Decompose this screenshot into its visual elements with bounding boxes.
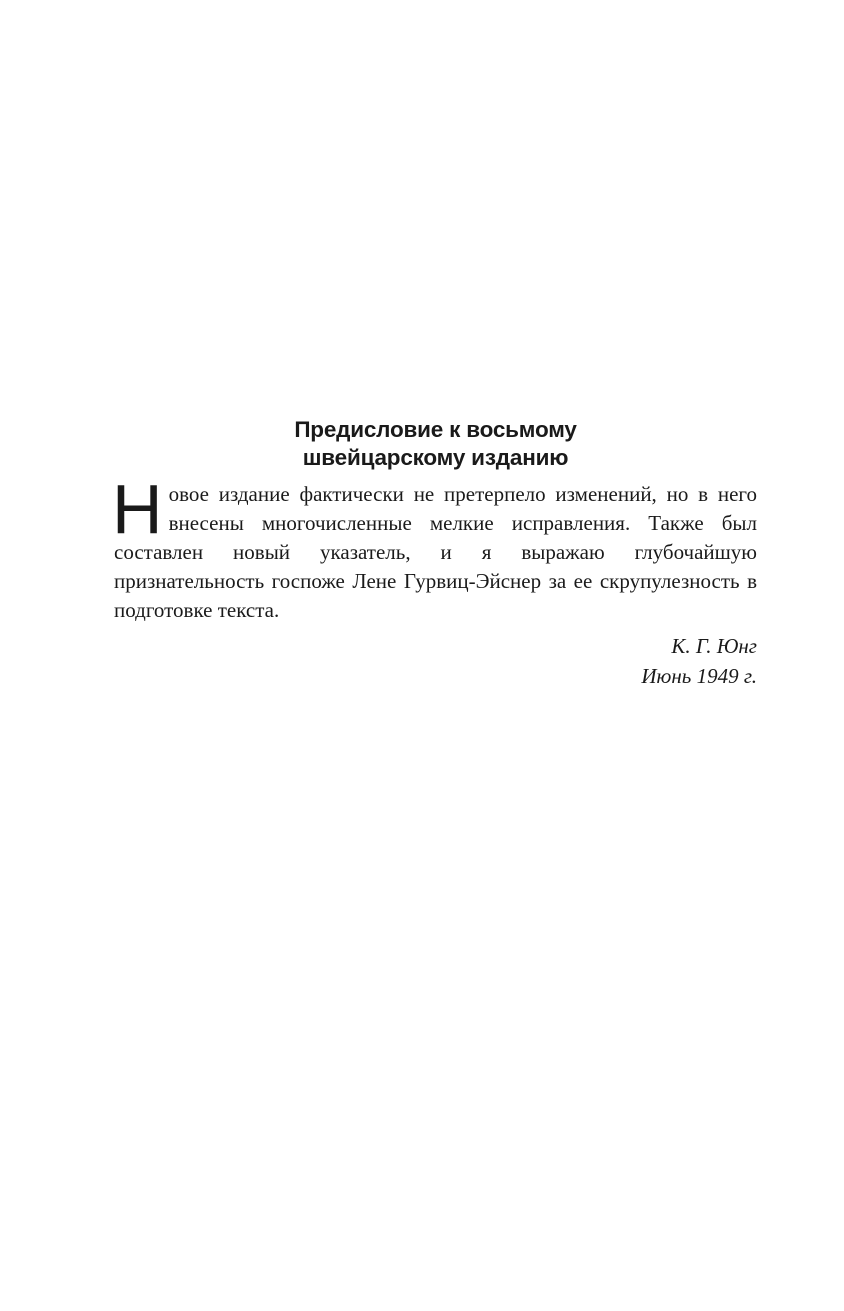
signature-date: Июнь 1949 г. (641, 664, 757, 688)
drop-cap: Н (112, 470, 163, 548)
preface-body-text: овое издание фактически не претерпело изменений, но в него внесены многочисленные мелкие исправления. Также был составлен новый указатель, и я выражаю глубочайшую признательность госпоже Лене Гурвиц-Эйснер за ее скрупулезность в подготовке текста. (114, 482, 757, 622)
preface-section (114, 416, 757, 691)
preface-body (112, 470, 757, 625)
preface-title-line-1: Предисловие к восьмому (294, 417, 577, 442)
preface-title (114, 416, 757, 472)
author-signature: К. Г. Юнг (671, 634, 757, 658)
signature-block (114, 631, 757, 691)
preface-title-line-2: швейцарскому изданию (302, 445, 569, 470)
